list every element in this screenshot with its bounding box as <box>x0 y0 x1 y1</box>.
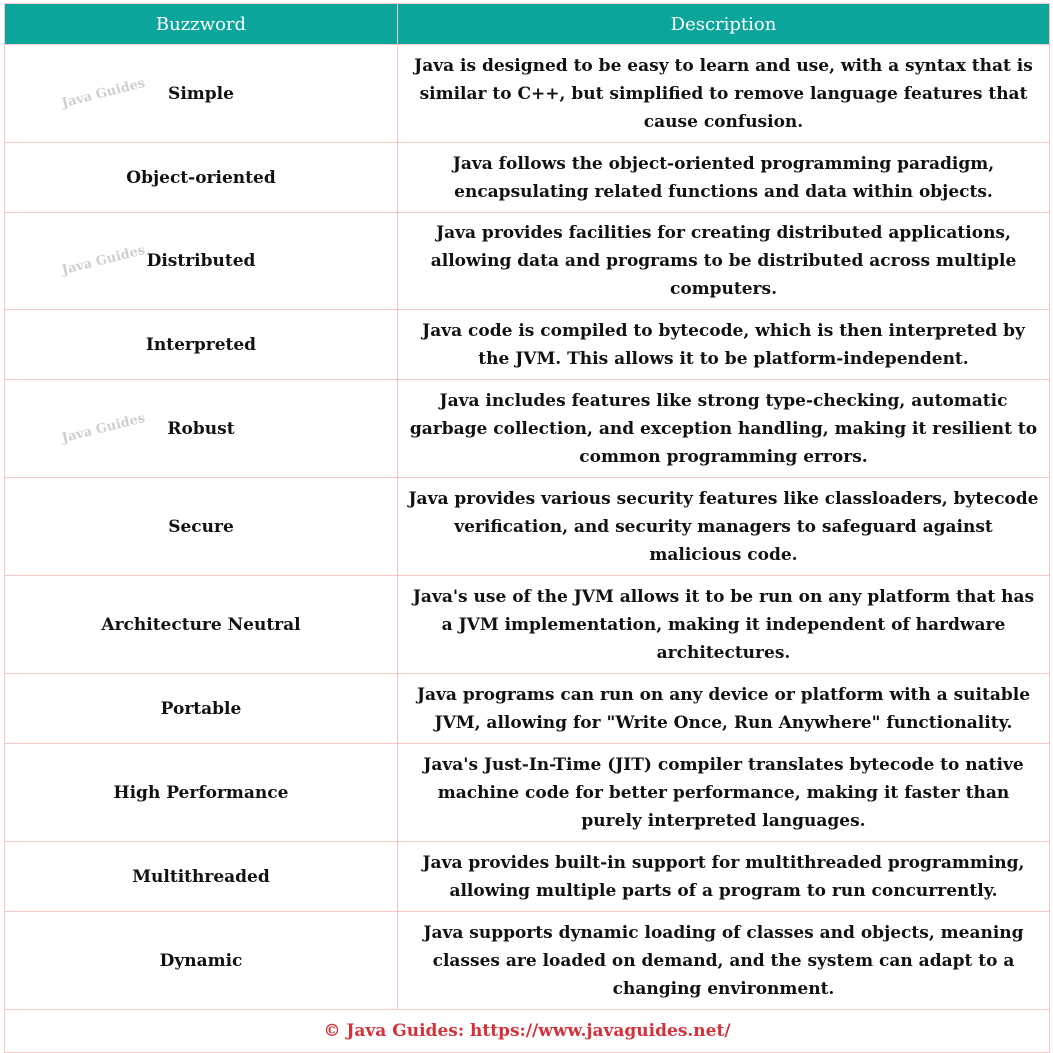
buzzword-label: Secure <box>168 516 234 537</box>
table-header-row <box>5 4 1050 45</box>
watermark-text: Java Guides <box>60 410 147 446</box>
buzzword-cell <box>5 842 398 912</box>
buzzword-label: Architecture Neutral <box>101 614 301 635</box>
description-cell: Java's Just-In-Time (JIT) compiler translates bytecode to native machine code for better performance, making it faster than purely interpreted languages. <box>398 744 1050 842</box>
description-cell: Java's use of the JVM allows it to be run on any platform that has a JVM implementation, making it independent of hardware architectures. <box>398 576 1050 674</box>
table-row <box>5 576 1050 674</box>
buzzword-cell <box>5 744 398 842</box>
table-row <box>5 310 1050 380</box>
table-row <box>5 912 1050 1010</box>
column-header-buzzword: Buzzword <box>5 4 398 45</box>
buzzword-label: Dynamic <box>159 950 243 971</box>
buzzword-label: Distributed <box>146 251 256 271</box>
description-cell: Java code is compiled to bytecode, which is then interpreted by the JVM. This allows it to be platform-independent. <box>398 310 1050 380</box>
description-cell: Java provides various security features like classloaders, bytecode verification, and security managers to safeguard against malicious code. <box>398 478 1050 576</box>
description-cell: Java provides facilities for creating distributed applications, allowing data and programs to be distributed across multiple computers. <box>398 213 1050 310</box>
buzzword-label: Multithreaded <box>132 866 270 887</box>
buzzwords-table <box>4 3 1050 1053</box>
table-row <box>5 744 1050 842</box>
buzzword-cell <box>5 380 398 478</box>
buzzword-cell <box>5 143 398 213</box>
buzzword-cell <box>5 674 398 744</box>
column-header-description: Description <box>398 4 1050 45</box>
table-row <box>5 478 1050 576</box>
description-cell: Java supports dynamic loading of classes and objects, meaning classes are loaded on demand, and the system can adapt to a changing environment. <box>398 912 1050 1010</box>
description-cell: Java programs can run on any device or platform with a suitable JVM, allowing for "Write Once, Run Anywhere" functionality. <box>398 674 1050 744</box>
table-row <box>5 45 1050 143</box>
buzzword-cell <box>5 478 398 576</box>
buzzword-label: Portable <box>160 698 242 719</box>
description-cell: Java includes features like strong type-checking, automatic garbage collection, and exception handling, making it resilient to common programming errors. <box>398 380 1050 478</box>
description-cell: Java follows the object-oriented programming paradigm, encapsulating related functions and data within objects. <box>398 143 1050 213</box>
table-row <box>5 674 1050 744</box>
description-cell: Java provides built-in support for multithreaded programming, allowing multiple parts of a program to run concurrently. <box>398 842 1050 912</box>
table-footer-row <box>5 1010 1050 1053</box>
buzzword-cell <box>5 310 398 380</box>
table-row <box>5 213 1050 310</box>
buzzword-label: High Performance <box>113 782 289 803</box>
buzzword-cell <box>5 45 398 143</box>
table-row <box>5 143 1050 213</box>
copyright-footer: © Java Guides: https://www.javaguides.net/ <box>5 1010 1050 1053</box>
description-cell: Java is designed to be easy to learn and use, with a syntax that is similar to C++, but simplified to remove language features that cause confusion. <box>398 45 1050 143</box>
table-row <box>5 842 1050 912</box>
buzzword-label: Simple <box>168 83 234 104</box>
buzzword-cell <box>5 576 398 674</box>
buzzword-label: Object-oriented <box>126 167 276 188</box>
buzzword-label: Interpreted <box>145 334 257 355</box>
watermark-text: Java Guides <box>60 75 147 111</box>
buzzword-cell <box>5 912 398 1010</box>
buzzword-cell <box>5 213 398 310</box>
table-row <box>5 380 1050 478</box>
watermark-text: Java Guides <box>60 242 147 279</box>
buzzword-label: Robust <box>167 418 235 439</box>
